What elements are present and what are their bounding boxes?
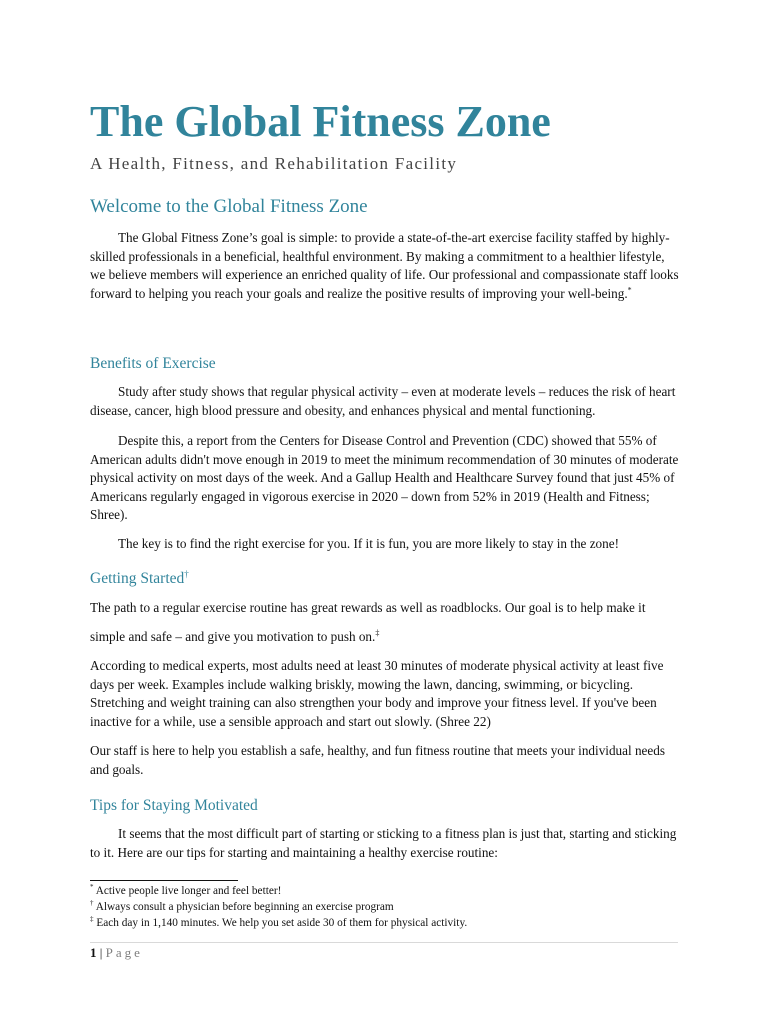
footnote-3 xyxy=(90,917,467,929)
welcome-paragraph xyxy=(90,229,680,303)
footnote-separator xyxy=(90,880,238,881)
document-subtitle: A Health, Fitness, and Rehabilitation Facility xyxy=(90,154,458,173)
page-footer xyxy=(90,945,143,961)
footnote-ref-1[interactable]: * xyxy=(627,285,632,295)
page-label: Page xyxy=(105,945,143,960)
footer-separator: | xyxy=(99,945,103,960)
footnote-2-text: Always consult a physician before beginning an exercise program xyxy=(95,901,394,913)
footnote-3-mark: ‡ xyxy=(90,915,94,924)
tips-heading: Tips for Staying Motivated xyxy=(90,797,258,814)
benefits-paragraph-3: The key is to find the right exercise for you. If it is fun, you are more likely to stay in the zone! xyxy=(118,536,619,551)
footnote-1-mark: * xyxy=(90,883,94,892)
footnote-1 xyxy=(90,885,281,897)
getting-started-paragraph-1b-text: simple and safe – and give you motivation to push on. xyxy=(90,629,376,644)
footnote-2 xyxy=(90,901,394,913)
footnote-ref-3[interactable]: ‡ xyxy=(375,628,380,638)
document-title: The Global Fitness Zone xyxy=(90,97,551,146)
getting-started-heading xyxy=(90,570,189,588)
getting-started-paragraph-1a: The path to a regular exercise routine has great rewards as well as roadblocks. Our goal is to help make it xyxy=(90,600,646,615)
getting-started-heading-text: Getting Started xyxy=(90,570,185,587)
footer-divider xyxy=(90,942,678,943)
welcome-paragraph-text: The Global Fitness Zone’s goal is simple: to provide a state-of-the-art exercise facility staffed by highly-skilled professionals in a beneficial, healthful environment. By making a commitment to a healthier lifestyle, we believe members will experience an enriched quality of life. Our professional and compassionate staff looks forward to helping you reach your goals and realize the positive results of improving your well-being. xyxy=(90,230,679,301)
footnote-ref-2[interactable]: † xyxy=(184,568,189,579)
footnote-3-text: Each day in 1,140 minutes. We help you set aside 30 of them for physical activity. xyxy=(96,917,468,929)
benefits-paragraph-2: Despite this, a report from the Centers for Disease Control and Prevention (CDC) showed that 55% of American adults didn't move enough in 2019 to meet the minimum recommendation of 30 minutes of moderate physical activity on most days of the week. And a Gallup Health and Healthcare Survey found that just 45% of Americans regularly engaged in vigorous exercise in 2020 – down from 52% in 2019 (Health and Fitness; Shree). xyxy=(90,433,679,523)
benefits-paragraph-1: Study after study shows that regular physical activity – even at moderate levels – reduces the risk of heart disease, cancer, high blood pressure and obesity, and enhances physical and mental functioning. xyxy=(90,384,676,418)
benefits-heading: Benefits of Exercise xyxy=(90,355,216,372)
tips-paragraph: It seems that the most difficult part of starting or sticking to a fitness plan is just that, starting and sticking to it. Here are our tips for starting and maintaining a healthy exercise routine: xyxy=(90,826,677,860)
page-number: 1 xyxy=(90,945,97,960)
welcome-heading: Welcome to the Global Fitness Zone xyxy=(90,196,368,217)
footnote-2-mark: † xyxy=(90,899,94,908)
footnote-1-text: Active people live longer and feel better! xyxy=(95,885,282,897)
getting-started-paragraph-2: According to medical experts, most adults need at least 30 minutes of moderate physical activity at least five days per week. Examples include walking briskly, mowing the lawn, dancing, swimming, or bicycling. Stretching and weight training can also strengthen your body and improve your fitness level. If you've been inactive for a while, use a sensible approach and start out slowly. (Shree 22) xyxy=(90,658,664,729)
getting-started-paragraph-3: Our staff is here to help you establish a safe, healthy, and fun fitness routine that meets your individual needs and goals. xyxy=(90,743,665,777)
getting-started-paragraph-1b xyxy=(90,628,680,647)
